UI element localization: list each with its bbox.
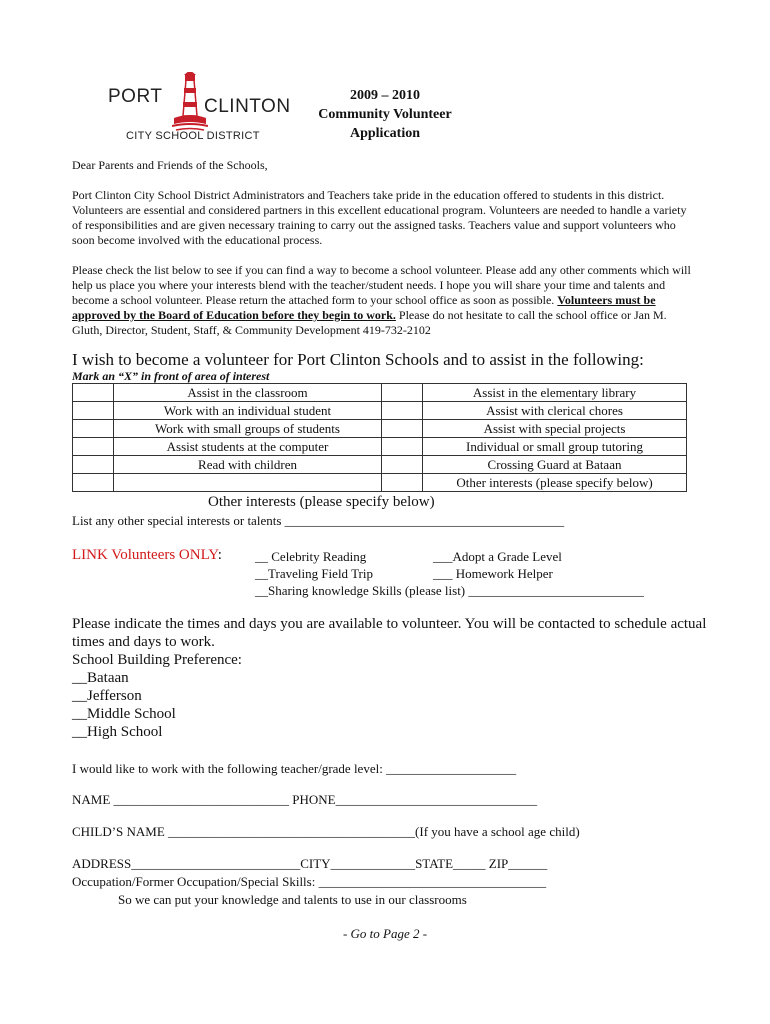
section-heading: I wish to become a volunteer for Port Clinton Schools and to assist in the following: bbox=[72, 350, 644, 369]
option-label: Assist in the elementary library bbox=[423, 384, 687, 402]
mark-box[interactable] bbox=[73, 402, 114, 420]
logo-port-text: PORT bbox=[108, 86, 163, 107]
option-label: Crossing Guard at Bataan bbox=[423, 456, 687, 474]
intro-paragraph: Port Clinton City School District Administrators and Teachers take pride in the education offered to students in this district. Volunteers are essential and considered partners in this excellent educational program. Volunteers are needed to handle a variety of responsibilities and are given necessary training to carry out the assigned tasks. Teachers value and support volunteers who soon become involved with the educational process. bbox=[72, 188, 687, 247]
title-line1: Community Volunteer bbox=[318, 107, 452, 122]
logo-clinton-text: CLINTON bbox=[204, 96, 291, 117]
instructions-text: Please check the list below to see if you can find a way to become a school volunteer. Please add any other comments which will help us place you where your interests blend with the teacher/student needs. I hope you will share your time and talents and become a school volunteer. Please return the attached form to your school office as soon as possible. bbox=[72, 263, 691, 307]
link-options-right bbox=[433, 548, 562, 582]
table-row bbox=[73, 420, 687, 438]
mark-box[interactable] bbox=[382, 474, 423, 492]
mark-box[interactable] bbox=[73, 456, 114, 474]
occupation-field[interactable]: Occupation/Former Occupation/Special Skills: ___________________________________ bbox=[72, 874, 547, 889]
homework-helper-option[interactable]: ___ Homework Helper bbox=[433, 566, 553, 581]
name-phone-field[interactable]: NAME ___________________________ PHONE_______________________________ bbox=[72, 792, 538, 807]
address-field[interactable]: ADDRESS__________________________CITY_____________STATE_____ ZIP______ bbox=[72, 856, 548, 871]
volunteer-options-table bbox=[72, 383, 687, 492]
sharing-skills-option[interactable]: __Sharing knowledge Skills (please list) ___________________________ bbox=[255, 583, 644, 598]
link-title-text: LINK Volunteers ONLY bbox=[72, 547, 218, 563]
building-option-high-school[interactable]: __High School bbox=[72, 724, 163, 740]
table-row bbox=[73, 438, 687, 456]
mark-box[interactable] bbox=[73, 384, 114, 402]
mark-box[interactable] bbox=[73, 438, 114, 456]
option-label: Read with children bbox=[113, 456, 382, 474]
option-label: Work with an individual student bbox=[113, 402, 382, 420]
option-label: Assist with special projects bbox=[423, 420, 687, 438]
mark-box[interactable] bbox=[73, 420, 114, 438]
teacher-grade-field[interactable]: I would like to work with the following teacher/grade level: ____________________ bbox=[72, 761, 517, 776]
traveling-field-trip-option[interactable]: __Traveling Field Trip bbox=[255, 566, 373, 581]
celebrity-reading-option[interactable]: __ Celebrity Reading bbox=[255, 549, 367, 564]
knowledge-note: So we can put your knowledge and talents to use in our classrooms bbox=[118, 892, 467, 907]
instructions-paragraph bbox=[72, 263, 697, 338]
child-name-field[interactable]: CHILD’S NAME ______________________________________(If you have a school age child) bbox=[72, 824, 580, 839]
link-title-colon: : bbox=[217, 547, 222, 563]
title-years: 2009 – 2010 bbox=[350, 88, 420, 103]
table-row bbox=[73, 402, 687, 420]
greeting: Dear Parents and Friends of the Schools, bbox=[72, 158, 268, 172]
logo-district-text: CITY SCHOOL DISTRICT bbox=[126, 130, 260, 142]
option-label: Assist with clerical chores bbox=[423, 402, 687, 420]
table-row bbox=[73, 474, 687, 492]
mark-box[interactable] bbox=[382, 402, 423, 420]
approval-notice: Volunteers must be approved by the Board of Education before they begin to work. bbox=[72, 293, 656, 322]
building-option-bataan[interactable]: __Bataan bbox=[72, 670, 129, 686]
option-label-empty bbox=[113, 474, 382, 492]
mark-box[interactable] bbox=[73, 474, 114, 492]
mark-box[interactable] bbox=[382, 420, 423, 438]
mark-instruction: Mark an “X” in front of area of interest bbox=[72, 369, 270, 383]
district-logo bbox=[108, 72, 291, 150]
link-volunteers-title bbox=[72, 547, 222, 564]
option-label: Other interests (please specify below) bbox=[423, 474, 687, 492]
building-preference-label: School Building Preference: bbox=[72, 652, 242, 668]
option-label: Assist in the classroom bbox=[113, 384, 382, 402]
option-label: Work with small groups of students bbox=[113, 420, 382, 438]
list-other-interests-field[interactable]: List any other special interests or talents ___________________________________________ bbox=[72, 513, 565, 528]
table-row bbox=[73, 456, 687, 474]
lighthouse-icon bbox=[172, 72, 208, 134]
building-option-jefferson[interactable]: __Jefferson bbox=[72, 688, 142, 704]
building-option-middle-school[interactable]: __Middle School bbox=[72, 706, 176, 722]
form-title bbox=[300, 86, 470, 143]
mark-box[interactable] bbox=[382, 456, 423, 474]
availability-text: Please indicate the times and days you are available to volunteer. You will be contacted to schedule actual times and days to work. bbox=[72, 616, 707, 650]
mark-box[interactable] bbox=[382, 384, 423, 402]
option-label: Individual or small group tutoring bbox=[423, 438, 687, 456]
contact-text: Please do not hesitate to call the school office or Jan M. Gluth, Director, Student, Staff, & Community Development 419-732-2102 bbox=[72, 308, 667, 337]
table-row bbox=[73, 384, 687, 402]
other-interests-label: Other interests (please specify below) bbox=[208, 494, 435, 510]
mark-box[interactable] bbox=[382, 438, 423, 456]
title-line2: Application bbox=[349, 126, 420, 141]
go-to-page-2: - Go to Page 2 - bbox=[342, 926, 428, 941]
option-label: Assist students at the computer bbox=[113, 438, 382, 456]
adopt-grade-option[interactable]: ___Adopt a Grade Level bbox=[433, 549, 562, 564]
